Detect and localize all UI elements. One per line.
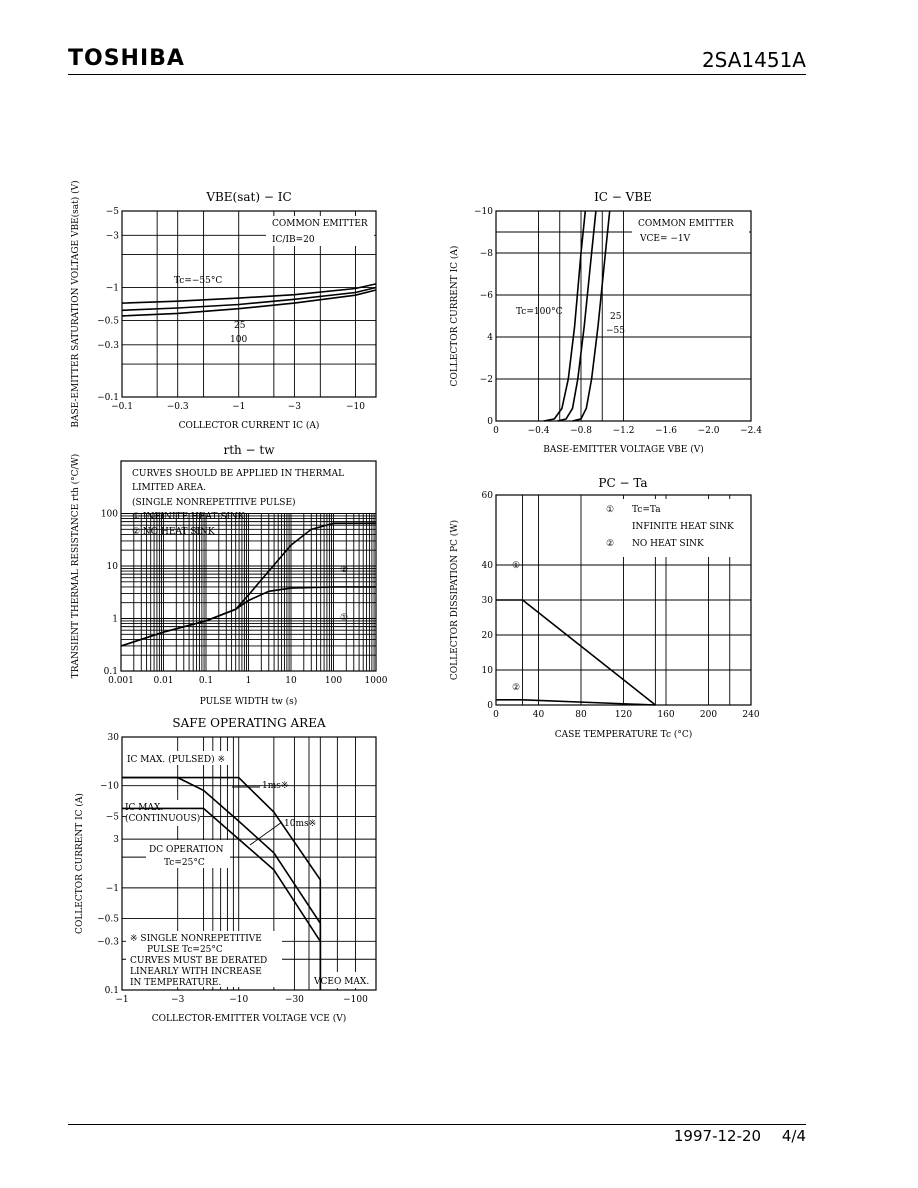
soa-xtick: −3 [171,995,185,1005]
rth_tw-xtick: 1 [245,676,252,686]
soa-annotation: IN TEMPERATURE. [130,978,222,988]
soa-annotation: LINEARLY WITH INCREASE [130,967,262,977]
pc_ta-xlabel: CASE TEMPERATURE Tc (°C) [554,730,693,740]
pc_ta-ytick: 40 [481,561,493,571]
soa-annotation: IC MAX. (PULSED) ※ [127,755,225,765]
pc_ta-ytick: 30 [481,596,493,606]
rth_tw-xtick: 10 [285,676,297,686]
rth_tw-xtick: 1000 [364,676,388,686]
vbe_ic-ytick: −5 [105,207,119,217]
soa-annotation: CURVES MUST BE DERATED [130,956,268,966]
ic_vbe-title: IC − VBE [594,190,652,204]
soa-ytick: 30 [107,733,119,743]
vbe_ic-xtick: −3 [287,402,302,412]
vbe_ic-annotation: COMMON EMITTER [272,219,368,229]
ic_vbe-series-2 [573,211,610,421]
soa-annotation: Tc=25°C [164,858,205,868]
soa-ytick: −5 [105,812,119,823]
vbe_ic-xlabel: COLLECTOR CURRENT IC (A) [178,421,320,431]
pc_ta-title: PC − Ta [598,476,648,490]
soa-leader-10ms [250,822,282,845]
ic_vbe-xtick: −2.0 [697,426,720,436]
vbe_ic-ytick: −0.5 [97,316,119,327]
soa-ytick: −1 [105,883,119,894]
pc_ta-xtick: 240 [742,710,760,720]
soa-ytick: −0.3 [97,937,119,948]
ic_vbe-annotation: VCE= −1V [640,234,691,244]
soa-annotation: PULSE Tc=25°C [147,945,223,955]
vbe_ic-annotation: 25 [234,321,246,331]
vbe_ic-ytick: −1 [105,283,119,294]
soa-annotation: 10ms※ [284,819,317,829]
rth_tw-xtick: 100 [324,676,343,686]
pc_ta-xtick: 120 [614,710,633,720]
pc_ta-xtick: 40 [532,710,545,720]
soa-annotation: VCEO MAX. [314,977,370,987]
ic_vbe-xtick: 0 [493,426,499,436]
ic_vbe-ytick: 4 [487,333,493,343]
rth_tw-ytick: 100 [100,509,118,520]
vbe_ic-ylabel: BASE-EMITTER SATURATION VOLTAGE VBE(sat) (V) [71,180,81,428]
ic_vbe-annotation: COMMON EMITTER [638,219,734,229]
ic_vbe-ytick: −6 [479,291,493,301]
vbe_ic-ytick: −3 [105,231,119,242]
vbe_ic-ytick: −0.3 [97,340,119,351]
rth_tw-title: rth − tw [223,443,275,457]
ic_vbe-xtick: −1.2 [612,426,635,436]
vbe_ic-annotation: Tc=−55°C [174,276,223,286]
ic_vbe-xlabel: BASE-EMITTER VOLTAGE VBE (V) [543,445,704,455]
pc_ta-annotation: ② [605,539,615,549]
soa-ytick: 0.1 [104,986,119,996]
rth_tw-xlabel: PULSE WIDTH tw (s) [199,697,298,707]
soa-xtick: −30 [284,995,304,1005]
vbe_ic-xtick: −0.3 [166,402,189,412]
rth_tw-annotation: LIMITED AREA. [132,483,207,493]
pc-ta-curve-label: ② [511,683,521,693]
ic_vbe-ytick: 0 [487,417,493,427]
ic_vbe-xtick: −2.4 [740,426,762,436]
rth_tw-annotation: ② NO HEAT SINK [132,527,215,537]
vbe_ic-title: VBE(sat) − IC [206,190,292,204]
soa-xtick: −10 [229,995,249,1005]
pc-ta-curve-label: ① [511,561,521,571]
ic_vbe-xtick: −0.8 [570,426,592,436]
ic_vbe-ytick: −2 [479,375,493,385]
rth_tw-annotation: (SINGLE NONREPETITIVE PULSE) [132,498,296,508]
soa-xtick: −100 [343,995,368,1005]
pc_ta-ytick: 20 [481,631,493,641]
soa-title: SAFE OPERATING AREA [172,716,326,730]
soa-annotation: DC OPERATION [149,845,224,855]
footer-page: 4/4 [781,1127,806,1145]
ic_vbe-ylabel: COLLECTOR CURRENT IC (A) [450,245,460,387]
pc_ta-annotation: INFINITE HEAT SINK [632,522,734,532]
soa-annotation: ※ SINGLE NONREPETITIVE [130,934,262,944]
vbe_ic-annotation: 100 [230,335,248,345]
pc_ta-ytick: 10 [481,666,493,676]
rth_tw-annotation: ① INFINITE HEAT SINK [132,512,245,522]
soa-annotation: (CONTINUOUS) [125,814,201,824]
part-number: 2SA1451A [701,48,806,72]
ic_vbe-annotation: 25 [610,312,622,322]
soa-xtick: −1 [115,995,129,1005]
pc_ta-annotation: Tc=Ta [632,505,661,515]
ic_vbe-annotation: Tc=100°C [516,307,563,317]
pc_ta-annotation: NO HEAT SINK [632,539,704,549]
rth_tw-xtick: 0.1 [198,676,214,686]
pc_ta-ytick: 0 [487,701,493,711]
soa-ytick: −0.5 [97,914,119,925]
soa-annotation: 1ms※ [262,781,289,791]
rth_tw-ytick: 1 [112,614,118,625]
ic_vbe-annotation: −55 [606,326,625,336]
ic_vbe-ytick: −10 [474,207,493,217]
rth_tw-xtick: 0.001 [108,676,134,686]
pc_ta-xtick: 80 [575,710,587,720]
footer-date: 1997-12-20 [673,1127,762,1145]
pc_ta-xtick: 0 [493,710,499,720]
rth_tw-annotation: CURVES SHOULD BE APPLIED IN THERMAL [132,469,345,479]
soa-annotation: IC MAX. [125,803,164,813]
pc_ta-annotation: ① [605,505,615,515]
ic_vbe-ytick: −8 [479,249,493,259]
vbe_ic-annotation: IC/IB=20 [272,235,315,245]
vbe_ic-ytick: −0.1 [97,393,119,403]
soa-ytick: −10 [100,781,119,792]
pc_ta-xtick: 200 [699,710,718,720]
soa-ylabel: COLLECTOR CURRENT IC (A) [75,793,85,934]
soa-xlabel: COLLECTOR-EMITTER VOLTAGE VCE (V) [151,1014,347,1024]
footer-rule [68,1124,806,1125]
rth_tw-ytick: 10 [106,562,118,572]
pc_ta-xtick: 160 [657,710,675,720]
vbe_ic-xtick: −0.1 [111,402,133,412]
pc_ta-ylabel: COLLECTOR DISSIPATION PC (W) [450,519,460,681]
brand-logo: TOSHIBA [68,46,185,71]
pc_ta-ytick: 60 [481,491,493,501]
ic_vbe-xtick: −1.6 [655,426,677,436]
vbe_ic-xtick: −1 [232,402,246,412]
vbe_ic-xtick: −10 [345,402,365,412]
soa-ytick: 3 [113,835,119,846]
rth_tw-ytick: 0.1 [103,667,118,677]
pc_ta-series-1 [496,700,655,705]
rth_tw-xtick: 0.01 [153,676,174,686]
vbe_ic-series-0 [122,284,376,303]
footer [674,1127,806,1145]
rth_tw-annotation: ② [339,565,349,575]
rth_tw-ylabel: TRANSIENT THERMAL RESISTANCE rth (°C/W) [71,453,81,679]
rth_tw-annotation: ① [339,613,349,623]
ic_vbe-xtick: −0.4 [527,426,550,436]
